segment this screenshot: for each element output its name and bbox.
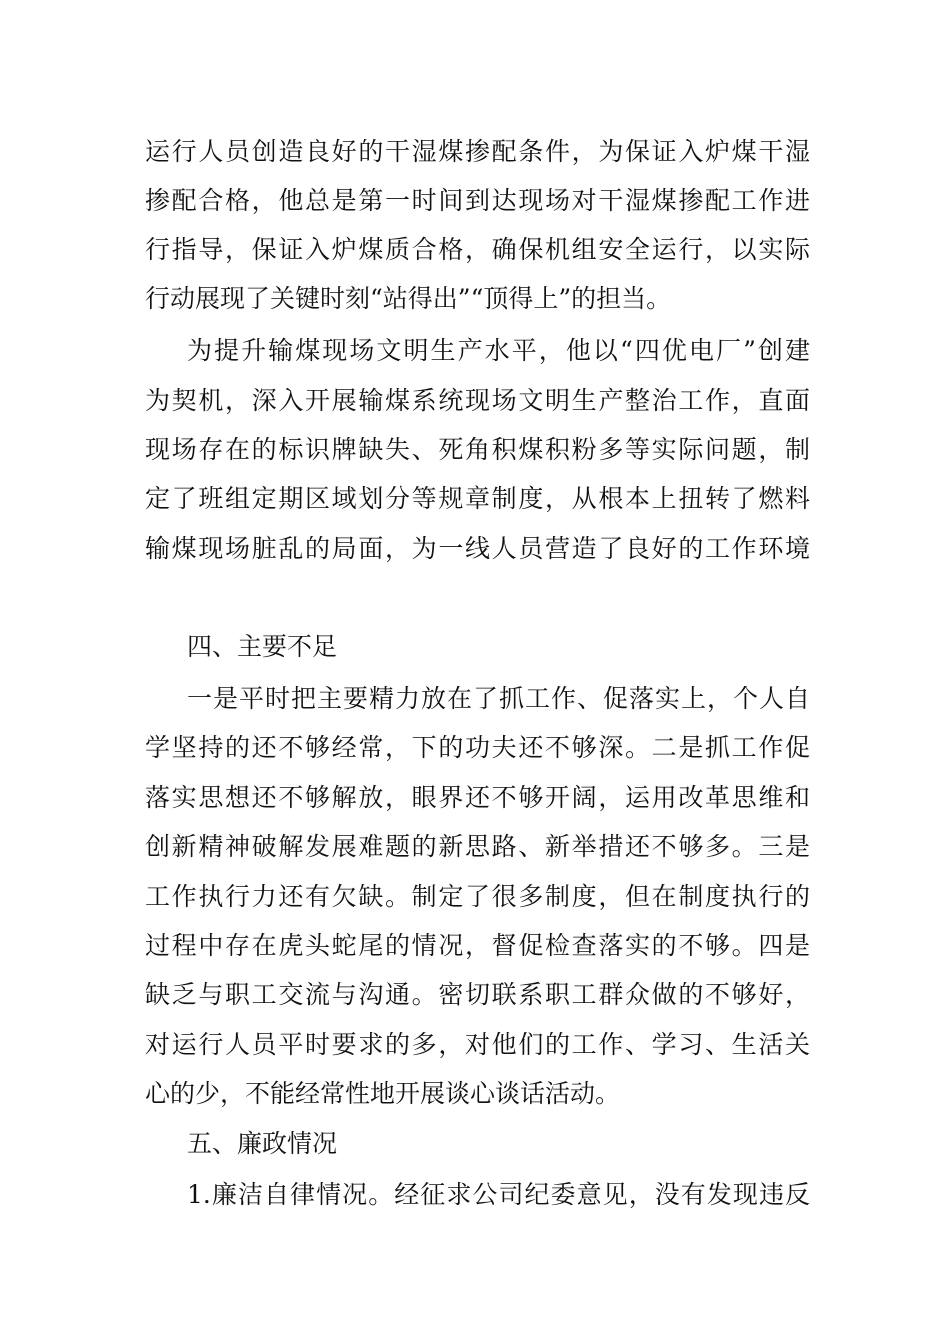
paragraph-line: 为契机，深入开展输煤系统现场文明生产整治工作，直面	[145, 386, 810, 415]
paragraph-line: 为提升输煤现场文明生产水平，他以“四优电厂”创建	[187, 336, 810, 365]
paragraph-line: 学坚持的还不够经常，下的功夫还不够深。二是抓工作促	[145, 733, 810, 762]
paragraph-line: 过程中存在虎头蛇尾的情况，督促检查落实的不够。四是	[145, 931, 810, 960]
paragraph-line: 创新精神破解发展难题的新思路、新举措还不够多。三是	[145, 832, 810, 861]
paragraph-line: 输煤现场脏乱的局面，为一线人员营造了良好的工作环境	[145, 534, 810, 563]
paragraph-line: 对运行人员平时要求的多，对他们的工作、学习、生活关	[145, 1030, 810, 1059]
paragraph-line: 定了班组定期区域划分等规章制度，从根本上扭转了燃料	[145, 484, 810, 513]
paragraph-line: 心的少，不能经常性地开展谈心谈话活动。	[145, 1079, 621, 1108]
section-heading: 四、主要不足	[187, 632, 338, 661]
paragraph-line: 一是平时把主要精力放在了抓工作、促落实上，个人自	[187, 684, 810, 713]
paragraph-line: 现场存在的标识牌缺失、死角积煤积粉多等实际问题，制	[145, 435, 810, 464]
paragraph-line: 工作执行力还有欠缺。制定了很多制度，但在制度执行的	[145, 882, 810, 911]
paragraph-line: 运行人员创造良好的干湿煤掺配条件，为保证入炉煤干湿	[145, 137, 810, 166]
paragraph-line: 行指导，保证入炉煤质合格，确保机组安全运行，以实际	[145, 235, 810, 264]
paragraph-line: 掺配合格，他总是第一时间到达现场对干湿煤掺配工作进	[145, 186, 810, 215]
paragraph-line: 落实思想还不够解放，眼界还不够开阔，运用改革思维和	[145, 783, 810, 812]
section-heading: 五、廉政情况	[187, 1129, 338, 1158]
paragraph-line: 缺乏与职工交流与沟通。密切联系职工群众做的不够好，	[145, 980, 810, 1009]
paragraph-line: 1.廉洁自律情况。经征求公司纪委意见，没有发现违反	[187, 1180, 810, 1209]
paragraph-line: 行动展现了关键时刻“站得出”“顶得上”的担当。	[145, 284, 672, 313]
